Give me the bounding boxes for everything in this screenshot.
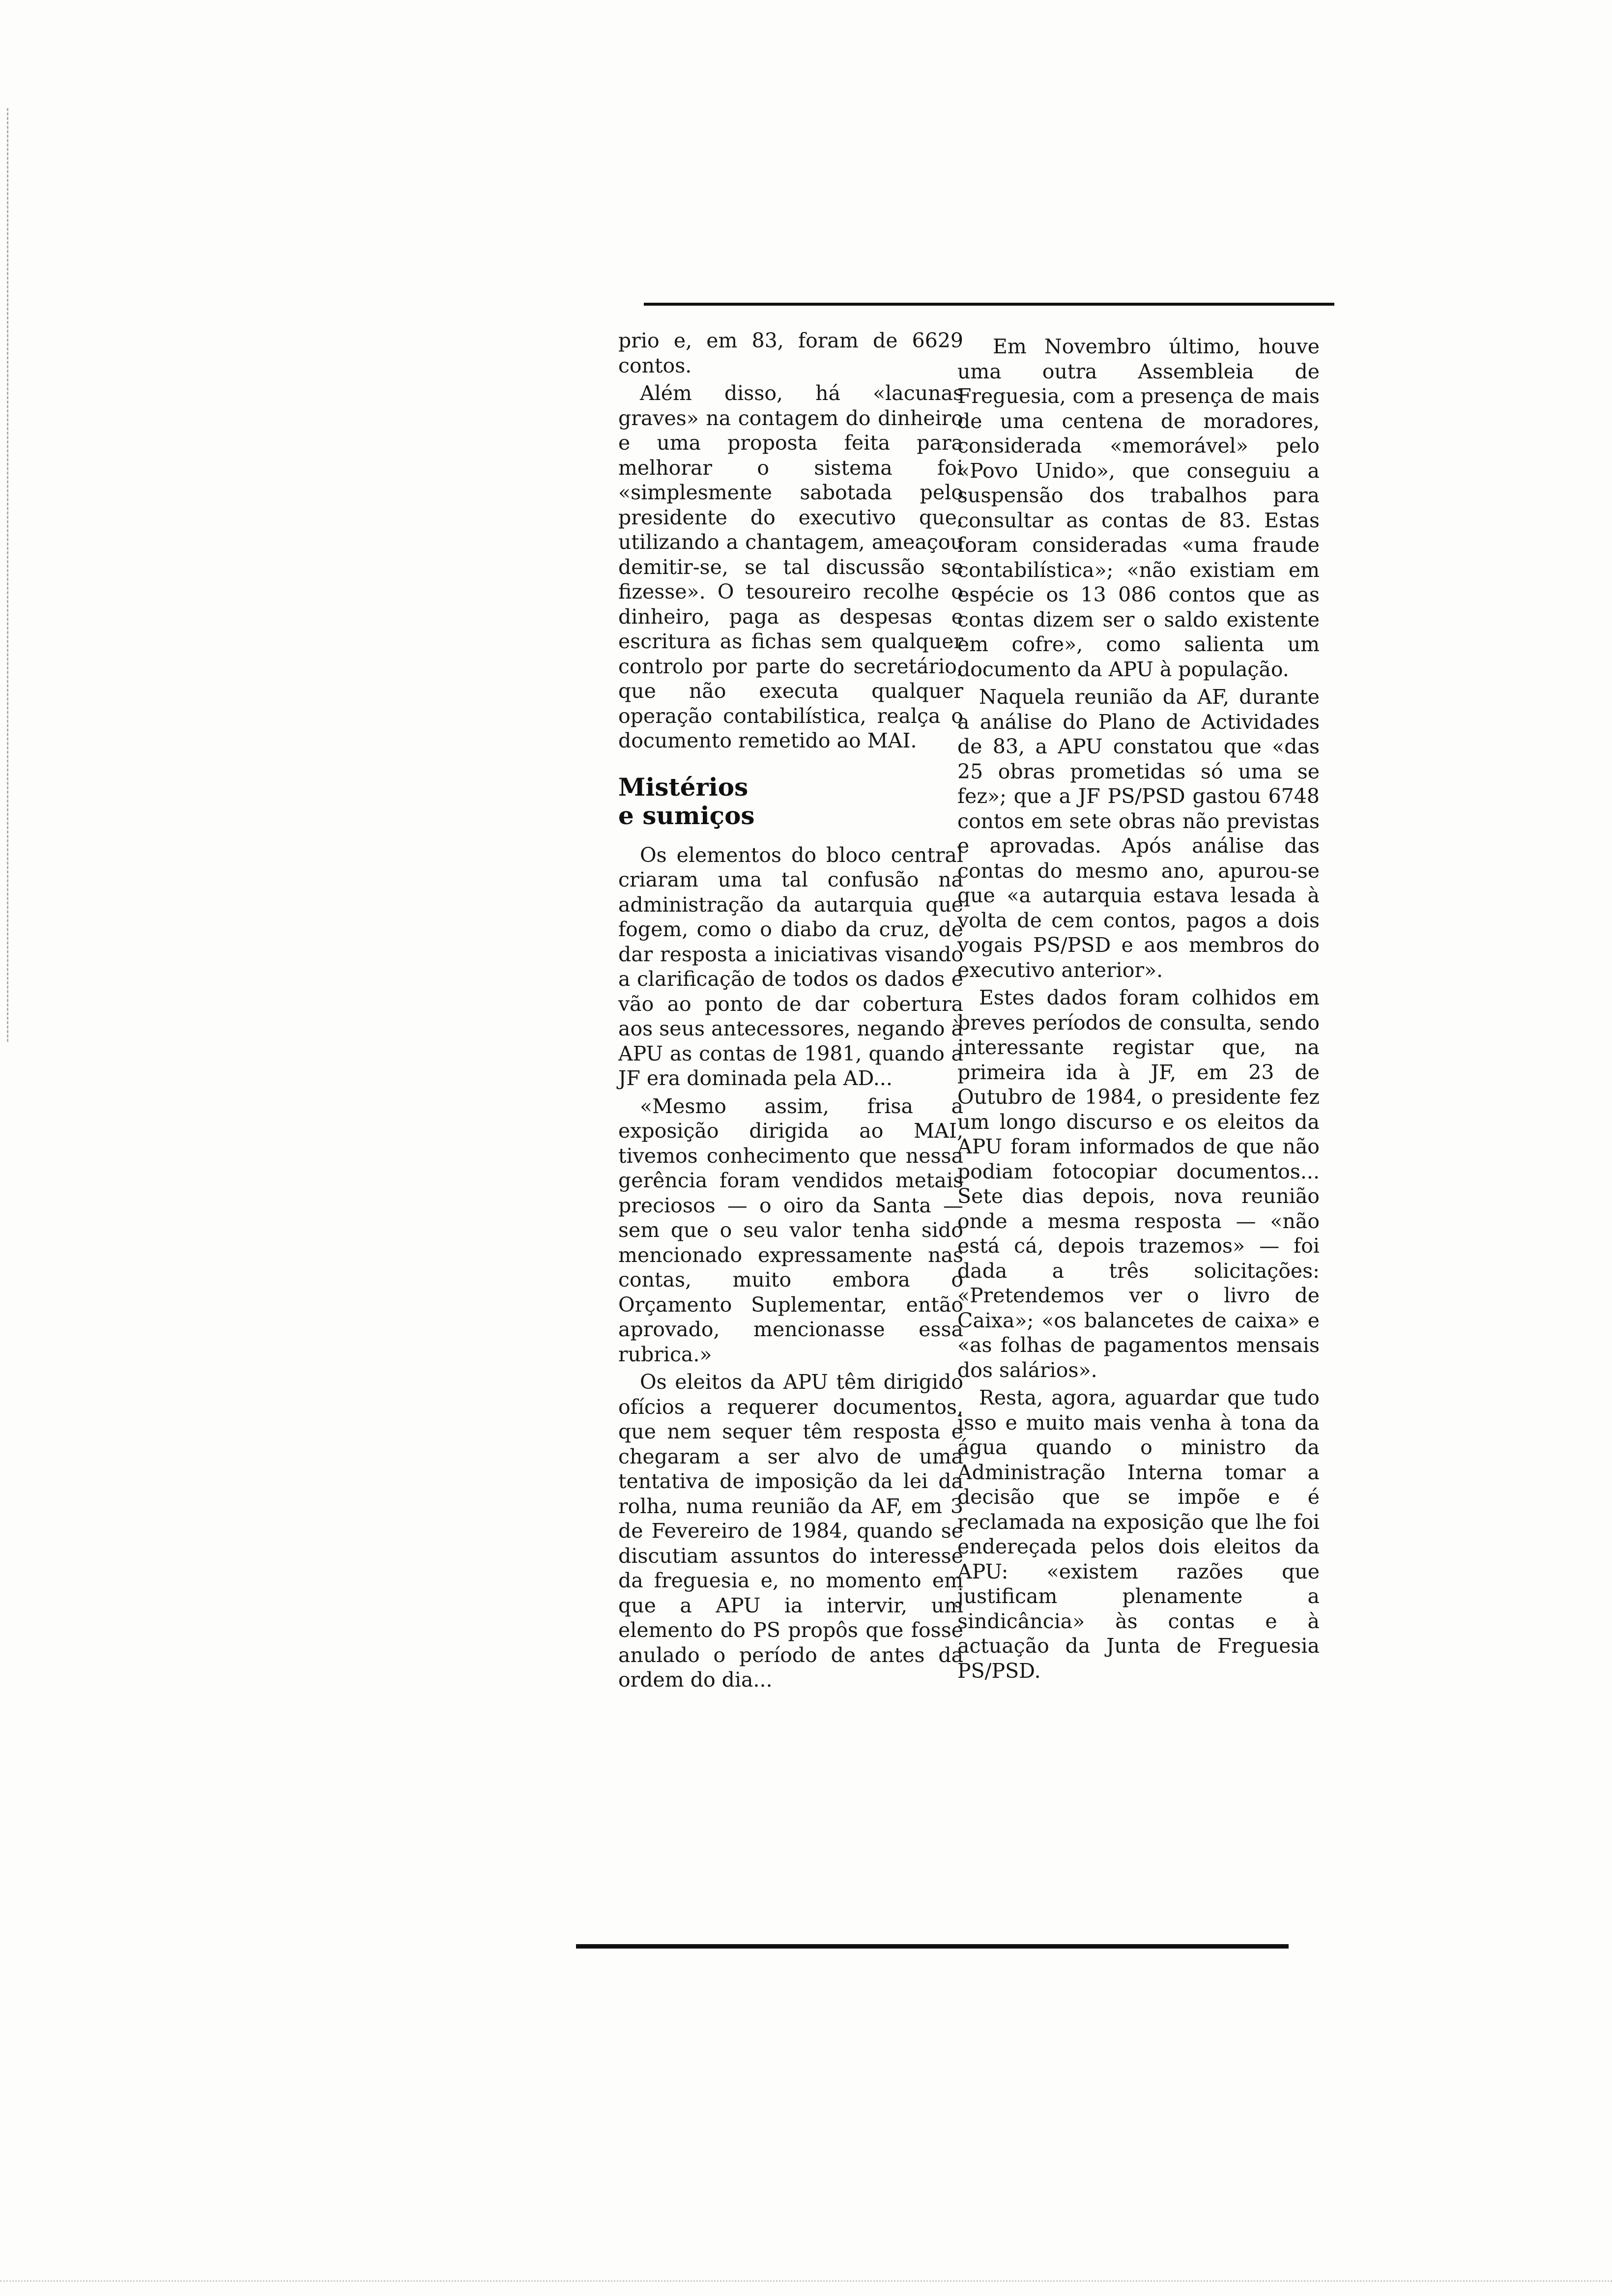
left-paragraph-4: «Mesmo assim, frisa a exposição dirigida ao MAI, tivemos conhecimento que nessa gerência foram vendidos metais preciosos — o oiro da Santa — sem que o seu valor tenha sido mencionado expressamente nas contas, muito embora o Orçamento Suplementar, então aprovado, mencionasse essa rubrica.» — [618, 1094, 963, 1366]
top-rule — [644, 303, 1334, 306]
scan-edge-artifact — [7, 108, 11, 1042]
subhead-line-2: e sumiços — [618, 801, 755, 830]
right-paragraph-2: Naquela reunião da AF, durante a análise do Plano de Actividades de 83, a APU constatou que «das 25 obras prometidas só uma se fez»; que a JF PS/PSD gastou 6748 contos em sete obras não previstas e aprovadas. Após análise das contas do mesmo ano, apurou-se que «a autarquia estava lesada à volta de cem contos, pagos a dois vogais PS/PSD e aos membros do executivo anterior». — [957, 685, 1320, 982]
scan-footer-artifact — [0, 2280, 1612, 2287]
bottom-rule — [576, 1944, 1289, 1949]
left-paragraph-5: Os eleitos da APU têm dirigido ofícios a requerer documentos, que nem sequer têm resposta e chegaram a ser alvo de uma tentativa de imposição da lei da rolha, numa reunião da AF, em 3 de Fevereiro de 1984, quando se discutiam assuntos do interesse da freguesia e, no momento em que a APU ia intervir, um elemento do PS propôs que fosse anulado o período de antes da ordem do dia... — [618, 1370, 963, 1692]
right-column — [957, 334, 1320, 1683]
left-paragraph-3: Os elementos do bloco central criaram uma tal confusão na administração da autarquia que fogem, como o diabo da cruz, de dar resposta a iniciativas visando a clarificação de todos os dados e vão ao ponto de dar cobertura aos seus antecessores, negando à APU as contas de 1981, quando a JF era dominada pela AD... — [618, 843, 963, 1090]
subhead-line-1: Mistérios — [618, 772, 748, 802]
left-column — [618, 328, 963, 1693]
right-paragraph-1: Em Novembro último, houve uma outra Assembleia de Freguesia, com a presença de mais de uma centena de moradores, considerada «memorável» pelo «Povo Unido», que conseguiu a suspensão dos trabalhos para consultar as contas de 83. Estas foram consideradas «uma fraude contabilística»; «não existiam em espécie os 13 086 contos que as contas dizem ser o saldo existente em cofre», como salienta um documento da APU à população. — [957, 335, 1320, 681]
section-subhead — [618, 773, 963, 830]
left-paragraph-2: Além disso, há «lacunas graves» na contagem do dinheiro e uma proposta feita para melhorar o sistema foi «simplesmente sabotada pelo presidente do executivo que, utilizando a chantagem, ameaçou demitir-se, se tal discussão se fizesse». O tesoureiro recolhe o dinheiro, paga as despesas e escritura as fichas sem qualquer controlo por parte do secretário, que não executa qualquer operação contabilística, realça o documento remetido ao MAI. — [618, 381, 963, 752]
right-paragraph-4: Resta, agora, aguardar que tudo isso e muito mais venha à tona da água quando o ministro da Administração Interna tomar a decisão que se impõe e é reclamada na exposição que lhe foi endereçada pelos dois eleitos da APU: «existem razões que justificam plenamente a sindicância» às contas e à actuação da Junta de Freguesia PS/PSD. — [957, 1386, 1320, 1683]
left-paragraph-1: prio e, em 83, foram de 6629 contos. — [618, 329, 963, 377]
right-paragraph-3: Estes dados foram colhidos em breves períodos de consulta, sendo interessante registar que, na primeira ida à JF, em 23 de Outubro de 1984, o presidente fez um longo discurso e os eleitos da APU foram informados de que não podiam fotocopiar documentos... Sete dias depois, nova reunião onde a mesma resposta — «não está cá, depois trazemos» — foi dada a três solicitações: «Pretendemos ver o livro de Caixa»; «os balancetes de caixa» e «as folhas de pagamentos mensais dos salários». — [957, 986, 1320, 1382]
